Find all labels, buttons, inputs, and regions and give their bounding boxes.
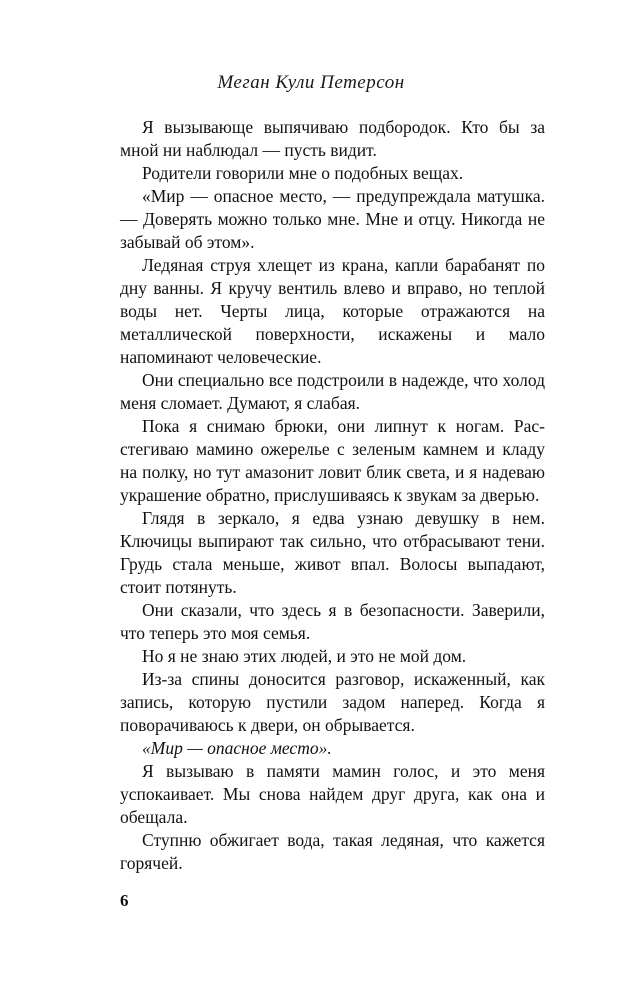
paragraph-italic-quote: «Мир — опасное место». bbox=[142, 738, 332, 758]
page-number: 6 bbox=[120, 891, 129, 910]
paragraph: Ледяная струя хлещет из крана, капли барабанят по дну ванны. Я кручу вентиль влево и вправо, но теплой воды нет. Черты лица, которые отражаются на металлической поверхности, искажены и мало напоминают человеческие. bbox=[120, 255, 545, 367]
paragraph: Но я не знаю этих людей, и это не мой дом. bbox=[142, 646, 467, 666]
paragraph: Я вызываю в памяти мамин голос, и это меня успокаивает. Мы снова найдем друг друга, как она и обещала. bbox=[120, 761, 545, 827]
paragraph: Из-за спины доносится разговор, искаженный, как запись, которую пустили задом наперед. Когда я поворачиваюсь к двери, он обрывается. bbox=[120, 669, 545, 735]
paragraph: Родители говорили мне о подобных вещах. bbox=[142, 163, 464, 183]
paragraph: «Мир — опасное место, — предупреждала матушка. — Доверять можно только мне. Мне и отцу. Никогда не забывай об этом». bbox=[120, 186, 545, 252]
paragraph: Пока я снимаю брюки, они липнут к ногам. Расстегиваю мамино ожерелье с зеленым камнем и кладу на полку, но тут амазонит ловит блик света, и я надеваю украшение обратно, прислушиваясь к звукам за дверью. bbox=[120, 416, 545, 505]
paragraph: Ступню обжигает вода, такая ледяная, что кажется горячей. bbox=[120, 830, 545, 873]
body-text bbox=[120, 116, 545, 875]
paragraph: Глядя в зеркало, я едва узнаю девушку в нем. Ключицы выпирают так сильно, что отбрасывают тени. Грудь стала меньше, живот впал. Волосы выпадают, стоит потянуть. bbox=[120, 508, 545, 597]
paragraph: Я вызывающе выпячиваю подбородок. Кто бы за мной ни наблюдал — пусть видит. bbox=[120, 117, 545, 160]
running-header-author: Меган Кули Петерсон bbox=[217, 72, 405, 93]
paragraph: Они сказали, что здесь я в безопасности. Заверили, что теперь это моя семья. bbox=[120, 600, 545, 643]
paragraph: Они специально все подстроили в надежде, что холод меня сломает. Думают, я слабая. bbox=[120, 370, 545, 413]
